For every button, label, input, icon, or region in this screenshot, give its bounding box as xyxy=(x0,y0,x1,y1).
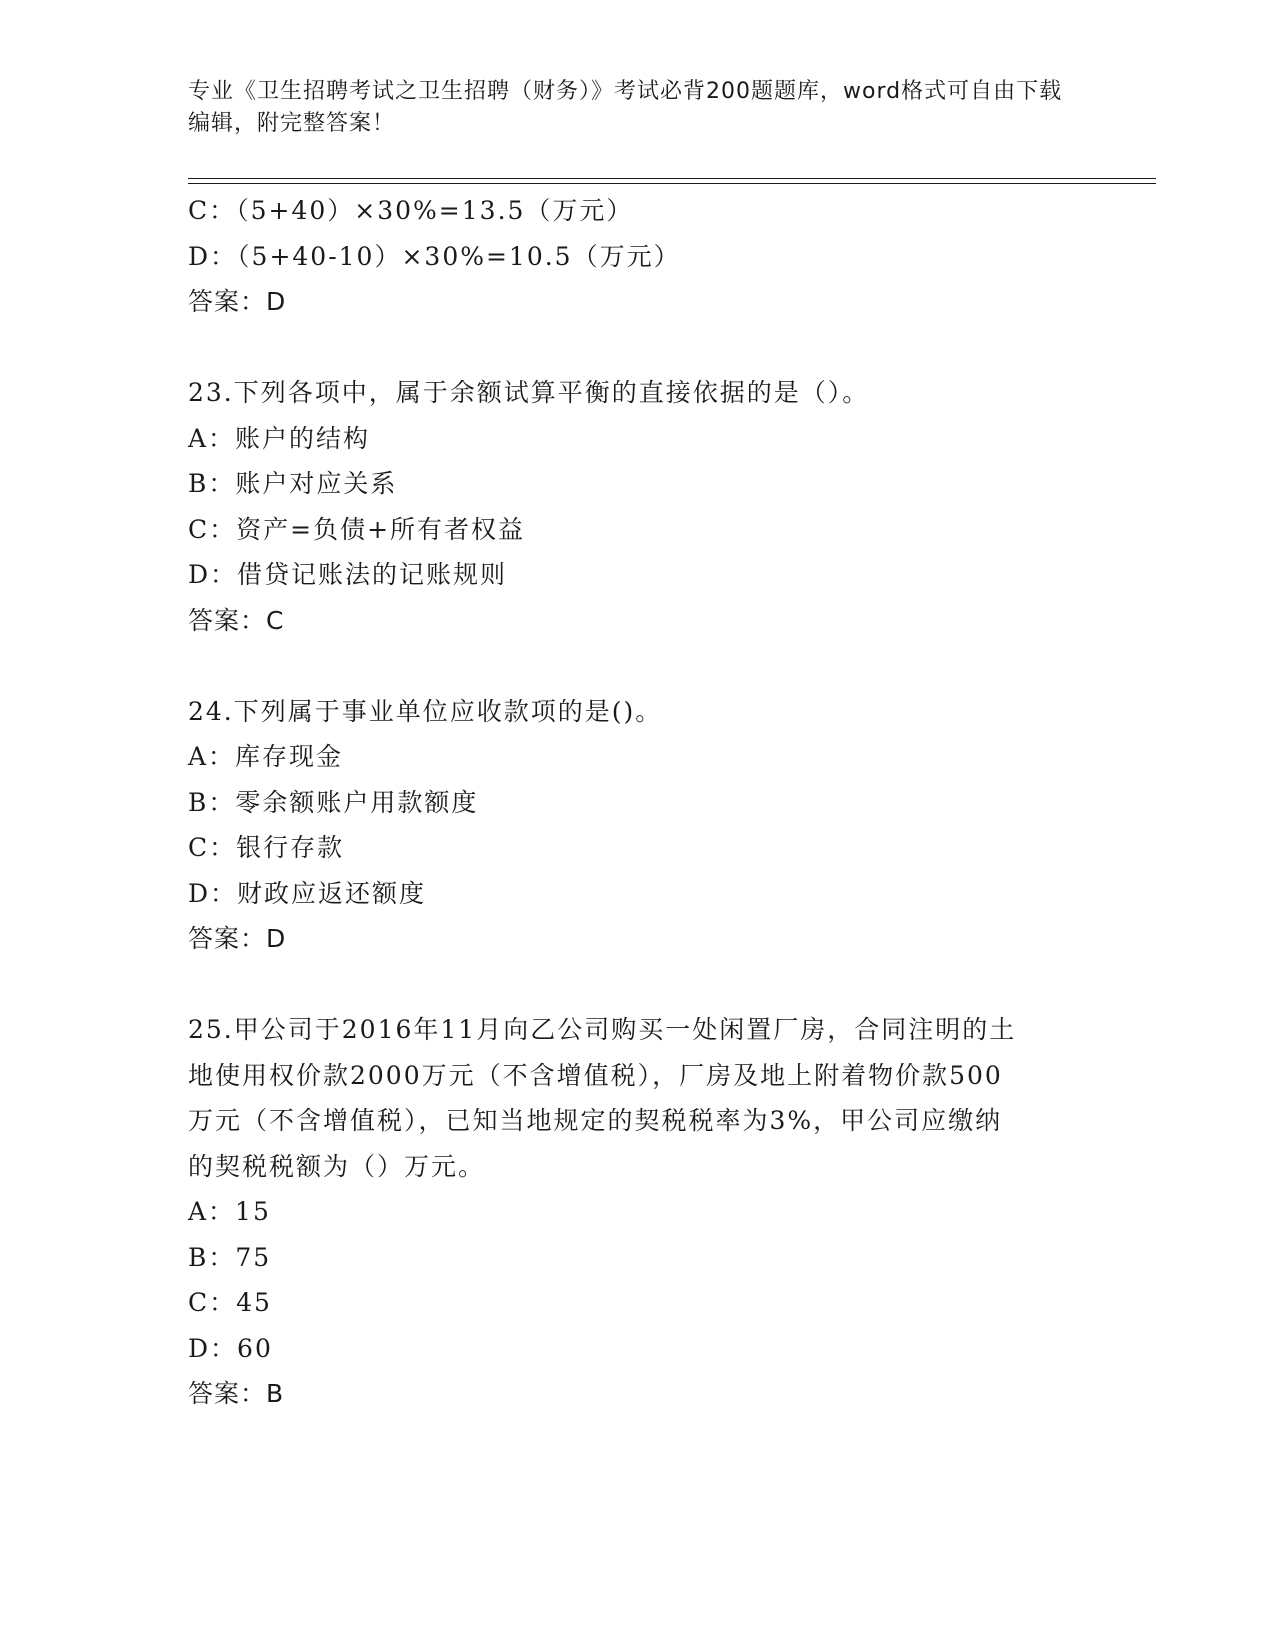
q25-answer: 答案：B xyxy=(188,1379,285,1408)
q25-stem-line-1: 25.甲公司于2016年11月向乙公司购买一处闲置厂房，合同注明的土 xyxy=(188,1015,1017,1044)
q23-option-d: D：借贷记账法的记账规则 xyxy=(188,560,508,589)
q24-option-d: D：财政应返还额度 xyxy=(188,878,427,908)
q23-option-b: B：账户对应关系 xyxy=(188,469,398,498)
q22-option-d: D：（5+40-10）×30%=10.5（万元） xyxy=(188,241,681,271)
q24-option-c: C：银行存款 xyxy=(188,833,345,862)
q22-answer: 答案：D xyxy=(188,287,287,316)
q23-option-a: A：账户的结构 xyxy=(188,423,371,453)
q25-option-a: A：15 xyxy=(188,1197,271,1226)
q24-answer: 答案：D xyxy=(188,924,287,953)
question-content xyxy=(188,188,1088,1417)
q24-stem: 24.下列属于事业单位应收款项的是()。 xyxy=(188,696,663,726)
q22-option-c: C：（5+40）×30%=13.5（万元） xyxy=(188,196,634,225)
q23-option-c: C：资产=负债+所有者权益 xyxy=(188,514,526,544)
q25-option-b: B：75 xyxy=(188,1242,272,1272)
document-header: 专业《卫生招聘考试之卫生招聘（财务）》考试必背200题题库，word格式可自由下载编辑，附完整答案！ xyxy=(188,79,1063,136)
q25-option-d: D：60 xyxy=(188,1333,273,1363)
q25-stem-line-4: 的契税税额为（）万元。 xyxy=(188,1151,486,1181)
header-divider-top xyxy=(188,178,1156,179)
q24-option-b: B：零余额账户用款额度 xyxy=(188,787,479,817)
q25-option-c: C：45 xyxy=(188,1288,272,1317)
q25-stem-line-3: 万元（不含增值税），已知当地规定的契税税率为3%，甲公司应缴纳 xyxy=(188,1106,1003,1135)
q23-stem: 23.下列各项中，属于余额试算平衡的直接依据的是（）。 xyxy=(188,378,870,407)
q23-answer: 答案：C xyxy=(188,605,285,635)
header-divider-bottom xyxy=(188,183,1156,184)
q24-option-a: A：库存现金 xyxy=(188,742,344,771)
q25-stem-line-2: 地使用权价款2000万元（不含增值税），厂房及地上附着物价款500 xyxy=(188,1060,1003,1090)
